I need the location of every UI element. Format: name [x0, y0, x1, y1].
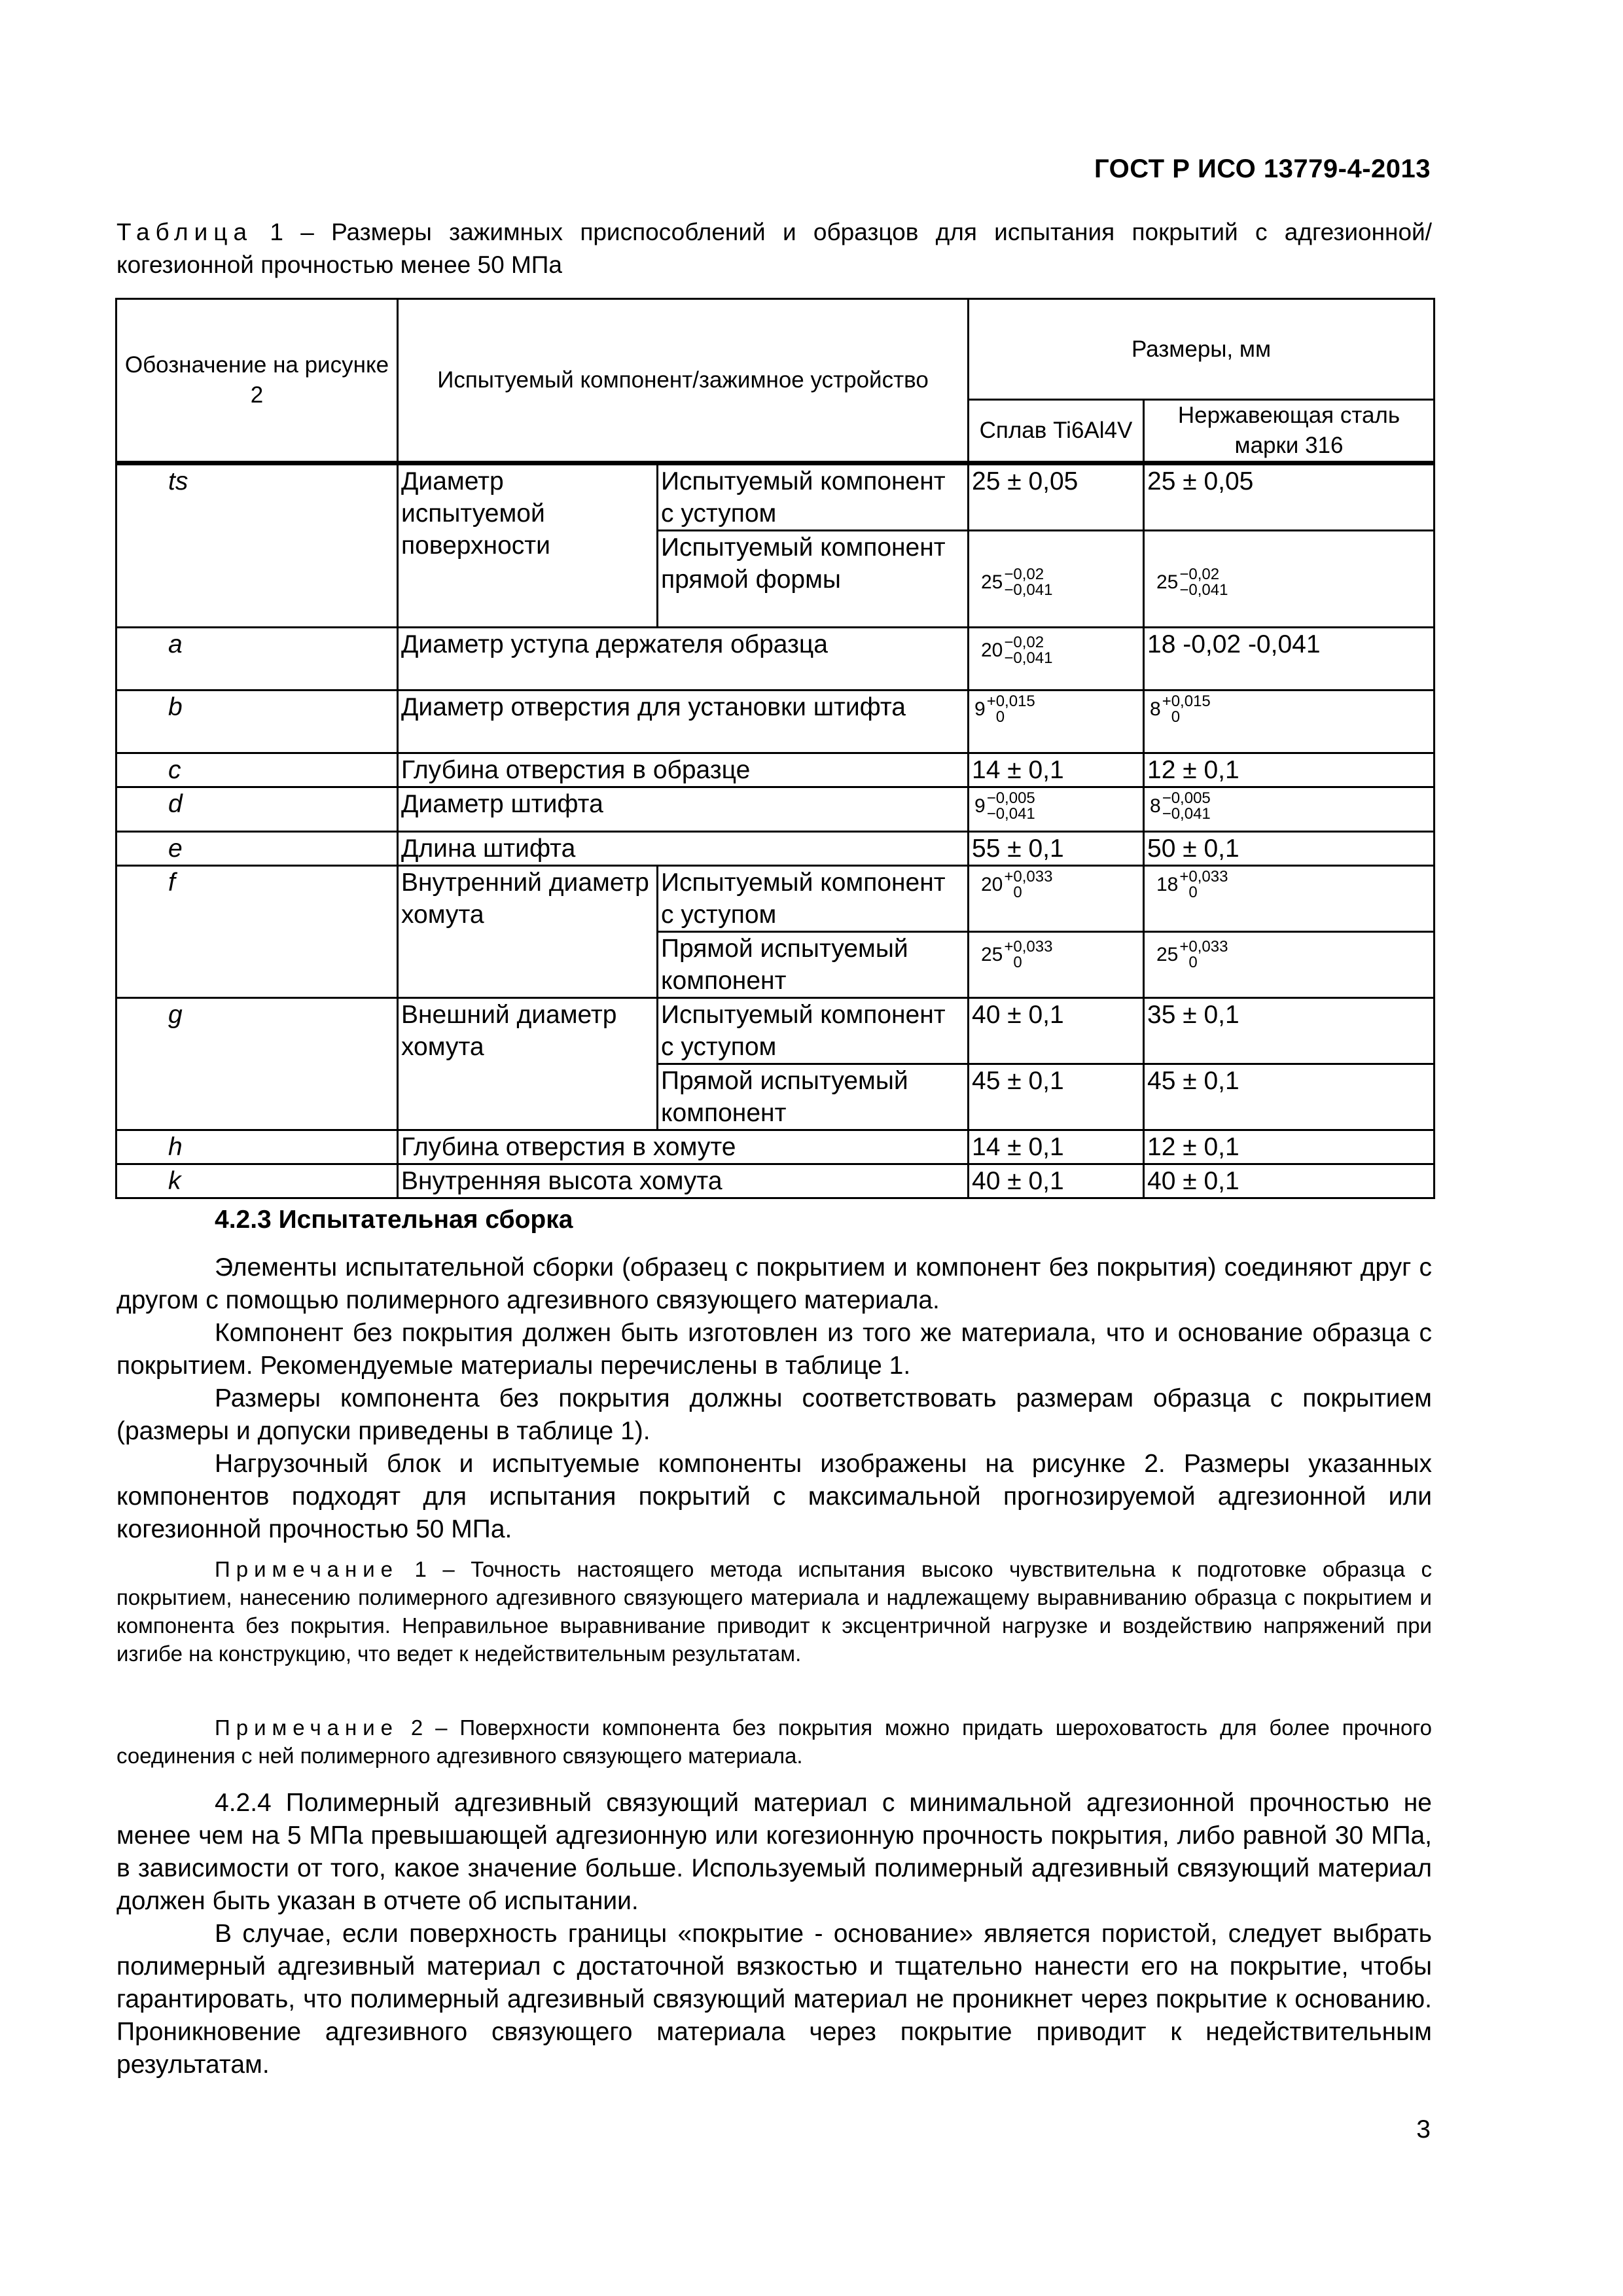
tol-upper: +0,033 [1179, 868, 1228, 886]
value-h-ti: 14 ± 0,1 [969, 1130, 1144, 1164]
value-g-1-ti: 40 ± 0,1 [969, 998, 1144, 1064]
value-ts-2-ti [969, 531, 1144, 628]
symbol-ts: ts [116, 463, 398, 628]
name-g: Внешний диаметр хомута [398, 998, 658, 1130]
table-caption [116, 216, 1432, 281]
value-f-1-ti [969, 866, 1144, 932]
value-c-steel: 12 ± 0,1 [1144, 753, 1435, 787]
paragraph: Элементы испытательной сборки (образец с покрытием и компонент без покрытия) соединяют друг с другом с помощью полимерного адгезивного связующего материала. [116, 1253, 1432, 1314]
tol-upper: +0,033 [1004, 938, 1053, 956]
tol-lower: 0 [1013, 954, 1022, 971]
value-g-2-steel: 45 ± 0,1 [1144, 1064, 1435, 1130]
paragraph: Нагрузочный блок и испытуемые компоненты изображены на рисунке 2. Размеры указанных компонентов подходят для испытания покрытий с максимальной прогнозируемой адгезионной или когезионной прочностью 50 МПа. [116, 1450, 1432, 1543]
paragraph: В случае, если поверхность границы «покрытие - основание» является пористой, следует выбрать полимерный адгезивный материал с достаточной вязкостью и тщательно нанести его на покрытие, чтобы гарантировать, что полимерный адгезивный связующий материал не проникнет через покрытие к основанию. Проникновение адгезивного связующего материала через покрытие приводит к недействительным результатам. [116, 1920, 1432, 2079]
value-f-1-steel [1144, 866, 1435, 932]
tol-upper: +0,015 [986, 692, 1035, 710]
value-d-steel [1144, 787, 1435, 832]
sub-ts-2: Испытуемый компонент прямой формы [658, 531, 969, 628]
tol-lower: 0 [1013, 884, 1022, 901]
symbol-k: k [116, 1164, 398, 1198]
name-e: Длина штифта [398, 832, 969, 866]
symbol-d: d [116, 787, 398, 832]
value-f-2-ti [969, 932, 1144, 998]
name-f: Внутренний диаметр хомута [398, 866, 658, 998]
value-b-steel [1144, 691, 1435, 753]
value-e-steel: 50 ± 0,1 [1144, 832, 1435, 866]
tol-upper: +0,033 [1179, 938, 1228, 956]
paragraph: Размеры компонента без покрытия должны соответствовать размерам образца с покрытием (размеры и допуски приведены в таблице 1). [116, 1384, 1432, 1445]
note-label: Примечание [215, 1715, 399, 1740]
value-a-steel: 18 -0,02 -0,041 [1144, 628, 1435, 691]
name-b: Диаметр отверстия для установки штифта [398, 691, 969, 753]
tol-base: 20 [981, 639, 1003, 661]
paragraph: 4.2.4 Полимерный адгезивный связующий материал с минимальной адгезионной прочностью не менее чем на 5 МПа превышающей адгезионную или когезионную прочность покрытия, либо равной 30 МПа, в зависимости от того, какое значение больше. Используемый полимерный адгезивный связующий материал должен быть указан в отчете об испытании. [116, 1789, 1432, 1915]
sub-g-2: Прямой испытуемый компонент [658, 1064, 969, 1130]
value-c-ti: 14 ± 0,1 [969, 753, 1144, 787]
note-text: 2 – Поверхности компонента без покрытия можно придать шероховатость для более прочного соединения с ней полимерного адгезивного связующего материала. [116, 1715, 1432, 1768]
section-body [116, 1251, 1432, 1546]
page-number: 3 [1416, 2115, 1431, 2144]
name-d: Диаметр штифта [398, 787, 969, 832]
value-k-ti: 40 ± 0,1 [969, 1164, 1144, 1198]
tol-lower: −0,041 [986, 805, 1035, 823]
sub-f-2: Прямой испытуемый компонент [658, 932, 969, 998]
value-g-2-ti: 45 ± 0,1 [969, 1064, 1144, 1130]
tol-upper: −0,005 [1162, 789, 1211, 807]
sub-g-1: Испытуемый компонент с уступом [658, 998, 969, 1064]
head-steel-316: Нержавеющая сталь марки 316 [1144, 400, 1435, 463]
value-f-2-steel [1144, 932, 1435, 998]
tol-upper: −0,005 [986, 789, 1035, 807]
note-text: 1 – Точность настоящего метода испытания высоко чувствительна к подготовке образца с покрытием, нанесению полимерного адгезивного связующего материала и надлежащему выравниванию образца с покрытием и компонента без покрытия. Неправильное выравнивание приводит к эксцентричной нагрузке и воздействию напряжений при изгибе на конструкцию, что ведет к недействительным результатам. [116, 1557, 1432, 1666]
tol-base: 8 [1150, 698, 1161, 720]
symbol-f: f [116, 866, 398, 998]
section-body-2 [116, 1787, 1432, 2081]
tol-base: 25 [1156, 944, 1179, 965]
tol-base: 25 [981, 571, 1003, 593]
value-h-steel: 12 ± 0,1 [1144, 1130, 1435, 1164]
dimensions-table [115, 298, 1435, 1199]
name-h: Глубина отверстия в хомуте [398, 1130, 969, 1164]
tol-lower: 0 [1188, 954, 1198, 971]
tol-upper: −0,02 [1004, 565, 1044, 583]
tol-upper: −0,02 [1004, 634, 1044, 651]
symbol-e: e [116, 832, 398, 866]
caption-text: 1 – Размеры зажимных приспособлений и образцов для испытания покрытий с адгезионной/когезионной прочностью менее 50 МПа [116, 219, 1432, 278]
paragraph: Компонент без покрытия должен быть изготовлен из того же материала, что и основание образца с покрытием. Рекомендуемые материалы перечислены в таблице 1. [116, 1319, 1432, 1380]
document-header: ГОСТ Р ИСО 13779-4-2013 [1094, 154, 1431, 183]
tol-upper: +0,015 [1162, 692, 1211, 710]
tol-lower: −0,041 [1162, 805, 1211, 823]
value-ts-1-steel: 25 ± 0,05 [1144, 463, 1435, 531]
tol-lower: −0,041 [1179, 581, 1228, 599]
section-heading: 4.2.3 Испытательная сборка [215, 1206, 573, 1234]
value-ts-2-steel [1144, 531, 1435, 628]
head-component: Испытуемый компонент/зажимное устройство [398, 299, 969, 463]
symbol-a: a [116, 628, 398, 691]
tol-base: 25 [981, 944, 1003, 965]
tol-upper: −0,02 [1179, 565, 1220, 583]
value-a-ti [969, 628, 1144, 691]
head-ti-alloy: Сплав Ti6Al4V [969, 400, 1144, 463]
tol-base: 9 [974, 698, 986, 720]
symbol-h: h [116, 1130, 398, 1164]
tol-lower: −0,041 [1004, 649, 1053, 667]
name-c: Глубина отверстия в образце [398, 753, 969, 787]
head-designation: Обозначение на рисунке 2 [116, 299, 398, 463]
caption-label: Таблица [116, 219, 253, 245]
value-e-ti: 55 ± 0,1 [969, 832, 1144, 866]
name-a: Диаметр уступа держателя образца [398, 628, 969, 691]
symbol-b: b [116, 691, 398, 753]
symbol-c: c [116, 753, 398, 787]
tol-base: 25 [1156, 571, 1179, 593]
tol-lower: 0 [1188, 884, 1198, 901]
sub-f-1: Испытуемый компонент с уступом [658, 866, 969, 932]
value-g-1-steel: 35 ± 0,1 [1144, 998, 1435, 1064]
tol-base: 8 [1150, 795, 1161, 817]
tol-upper: +0,033 [1004, 868, 1053, 886]
head-dimensions: Размеры, мм [969, 299, 1435, 400]
note-1 [116, 1555, 1432, 1668]
sub-ts-1: Испытуемый компонент с уступом [658, 463, 969, 531]
tol-base: 20 [981, 874, 1003, 895]
tol-lower: 0 [1171, 708, 1181, 726]
name-k: Внутренняя высота хомута [398, 1164, 969, 1198]
note-label: Примечание [215, 1557, 399, 1581]
value-ts-1-ti: 25 ± 0,05 [969, 463, 1144, 531]
tol-base: 9 [974, 795, 986, 817]
tol-lower: −0,041 [1004, 581, 1053, 599]
name-ts: Диаметр испытуемой поверхности [398, 463, 658, 628]
value-d-ti [969, 787, 1144, 832]
tol-lower: 0 [995, 708, 1005, 726]
symbol-g: g [116, 998, 398, 1130]
tol-base: 18 [1156, 874, 1179, 895]
value-k-steel: 40 ± 0,1 [1144, 1164, 1435, 1198]
value-b-ti [969, 691, 1144, 753]
note-2 [116, 1713, 1432, 1770]
